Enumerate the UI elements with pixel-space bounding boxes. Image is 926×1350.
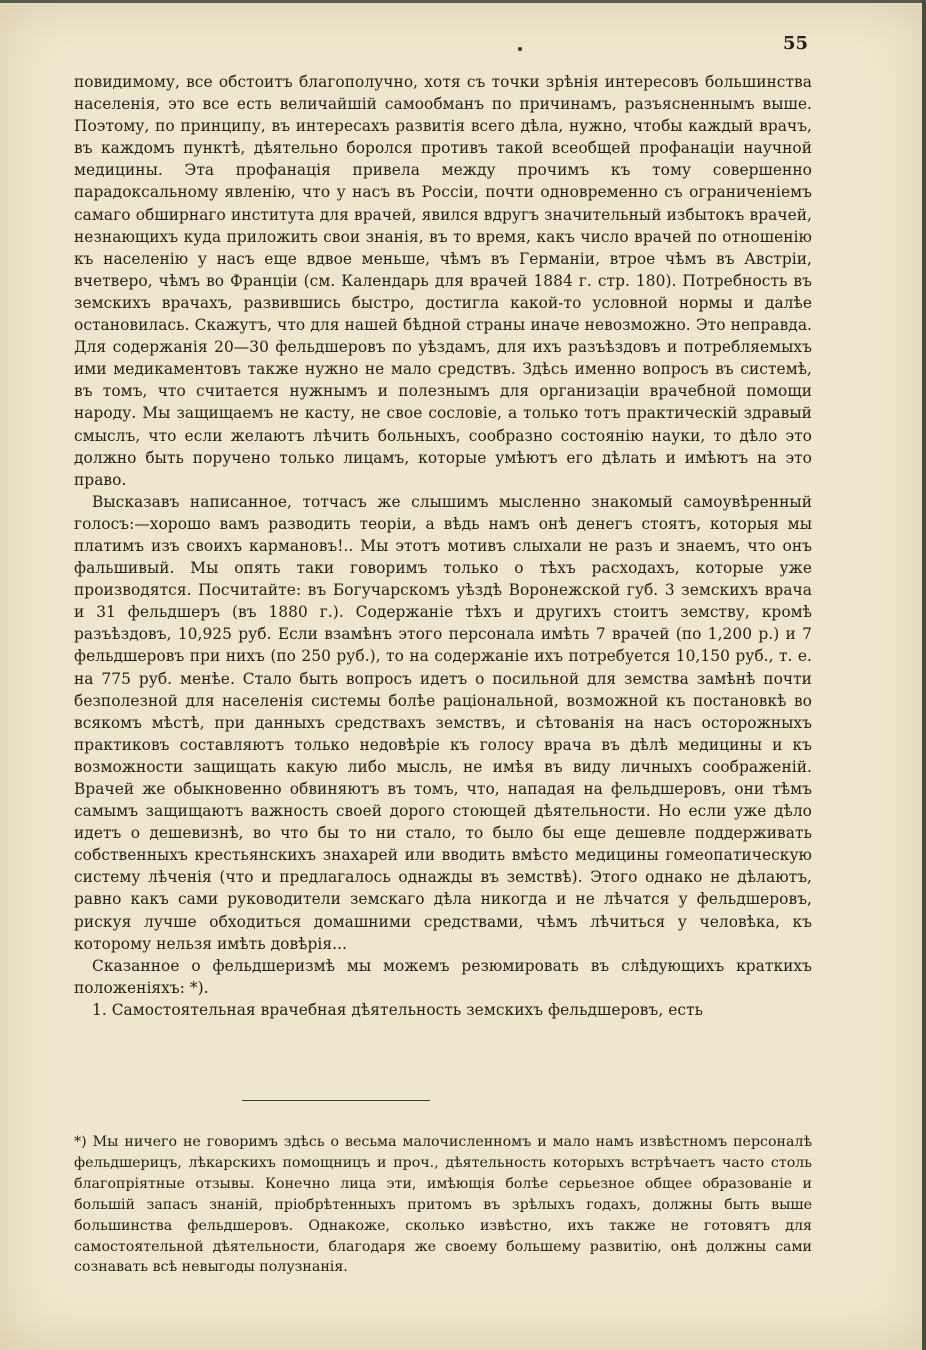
footnote: *) Мы ничего не говоримъ здѣсь о весьма малочисленномъ и мало намъ извѣстномъ персоналѣ фельдшерицъ, лѣкарскихъ помощницъ и проч., дѣятельность которыхъ встрѣчаетъ часто столь благопріятные отзывы. Конечно лица эти, имѣющія болѣе серьезное общее образованіе и большій запасъ знаній, пріобрѣтенныхъ притомъ въ зрѣлыхъ годахъ, должны быть выше большинства фельдшеровъ. Однакоже, сколько извѣстно, ихъ также не готовятъ для самостоятельной дѣятельности, благодаря же своему большему развитію, онѣ должны сами сознавать всѣ невыгоды полузнанія. [74,1134,812,1276]
footnote-separator [242,1100,430,1101]
paragraph-counterargument: Высказавъ написанное, тотчасъ же слышимъ мысленно знакомый самоувѣренный голосъ:—хорошо вамъ разводить теоріи, а вѣдь намъ онѣ денегъ стоятъ, которыя мы платимъ изъ своихъ кармановъ!.. Мы этотъ мотивъ слыхали не разъ и знаемъ, что онъ фальшивый. Мы опять таки говоримъ только о тѣхъ расходахъ, которые уже производятся. Посчитайте: въ Богучарскомъ уѣздѣ Воронежской губ. 3 земскихъ врача и 31 фельдшеръ (въ 1880 г.). Содержаніе тѣхъ и другихъ стоитъ земству, кромѣ разъѣздовъ, 10,925 руб. Если взамѣнъ этого персонала имѣть 7 врачей (по 1,200 р.) и 7 фельдшеровъ при нихъ (по 250 руб.), то на содержаніе ихъ потребуется 10,150 руб., т. е. на 775 руб. менѣе. Стало быть вопросъ идетъ о посильной для земства замѣнѣ почти безполезной для населенія системы болѣе раціональной, возможной къ постановкѣ во всякомъ мѣстѣ, при данныхъ средствахъ земствъ, и сѣтованія на насъ осторожныхъ практиковъ составляютъ только недовѣріе къ голосу врача въ дѣлѣ медицины и къ возможности защищать какую либо мысль, не имѣя въ виду личныхъ соображеній. Врачей же обыкновенно обвиняютъ въ томъ, что, нападая на фельдшеровъ, они тѣмъ самымъ защищаютъ важность своей дорого стоющей дѣятельности. Но если уже дѣло идетъ о дешевизнѣ, во что бы то ни стало, то было бы еще дешевле поддерживать собственныхъ крестьянскихъ знахарей или вводить вмѣсто медицины гомеопатическую систему лѣченія (что и предлагалось однажды въ земствѣ). Этого однако не дѣлаютъ, равно какъ сами руководители земскаго дѣла никогда и не лѣчатся у фельдшеровъ, рискуя лучше обходиться домашними средствами, чѣмъ лѣчиться у человѣка, къ которому нельзя имѣть довѣрія... [74,492,812,953]
numbered-item-1: 1. Самостоятельная врачебная дѣятельность земскихъ фельдшеровъ, есть [92,1000,704,1019]
page-number: 55 [783,33,809,54]
main-text-block [74,71,812,1021]
page-right-edge [922,0,926,1350]
paragraph-summary-intro: Сказанное о фельдшеризмѣ мы можемъ резюмировать въ слѣдующихъ краткихъ положеніяхъ: *). [74,956,812,997]
page-top-edge [0,0,926,3]
paragraph-continuation: повидимому, все обстоитъ благополучно, хотя съ точки зрѣнія интересовъ большинства населенія, это все есть величайшій самообманъ по причинамъ, разъясненнымъ выше. Поэтому, по принципу, въ интересахъ развитія всего дѣла, нужно, чтобы каждый врачъ, въ каждомъ пунктѣ, дѣятельно боролся противъ такой всеобщей профанаціи научной медицины. Эта профанація привела между прочимъ къ тому совершенно парадоксальному явленію, что у насъ въ Россіи, почти одновременно съ ограниченіемъ самаго обширнаго института для врачей, явился вдругъ значительный избытокъ врачей, незнающихъ куда приложить свои знанія, въ то время, какъ число врачей по отношенію къ населенію у насъ еще вдвое меньше, чѣмъ въ Германіи, втрое чѣмъ въ Австріи, вчетверо, чѣмъ во Франціи (см. Календарь для врачей 1884 г. стр. 180). Потребность въ земскихъ врачахъ, развившись быстро, достигла какой-то условной нормы и далѣе остановилась. Скажутъ, что для нашей бѣдной страны иначе невозможно. Это неправда. Для содержанія 20—30 фельдшеровъ по уѣздамъ, для ихъ разъѣздовъ и потребляемыхъ ими медикаментовъ также нужно не мало средствъ. Здѣсь именно вопросъ въ системѣ, въ томъ, что считается нужнымъ и полезнымъ для организаціи врачебной помощи народу. Мы защищаемъ не касту, не свое сословіе, а только тотъ практическій здравый смыслъ, что если желаютъ лѣчить больныхъ, сообразно состоянію науки, то дѣло это должно быть поручено только лицамъ, которые умѣютъ его дѣлать и имѣютъ на это право. [74,73,812,489]
print-speck [518,47,522,51]
